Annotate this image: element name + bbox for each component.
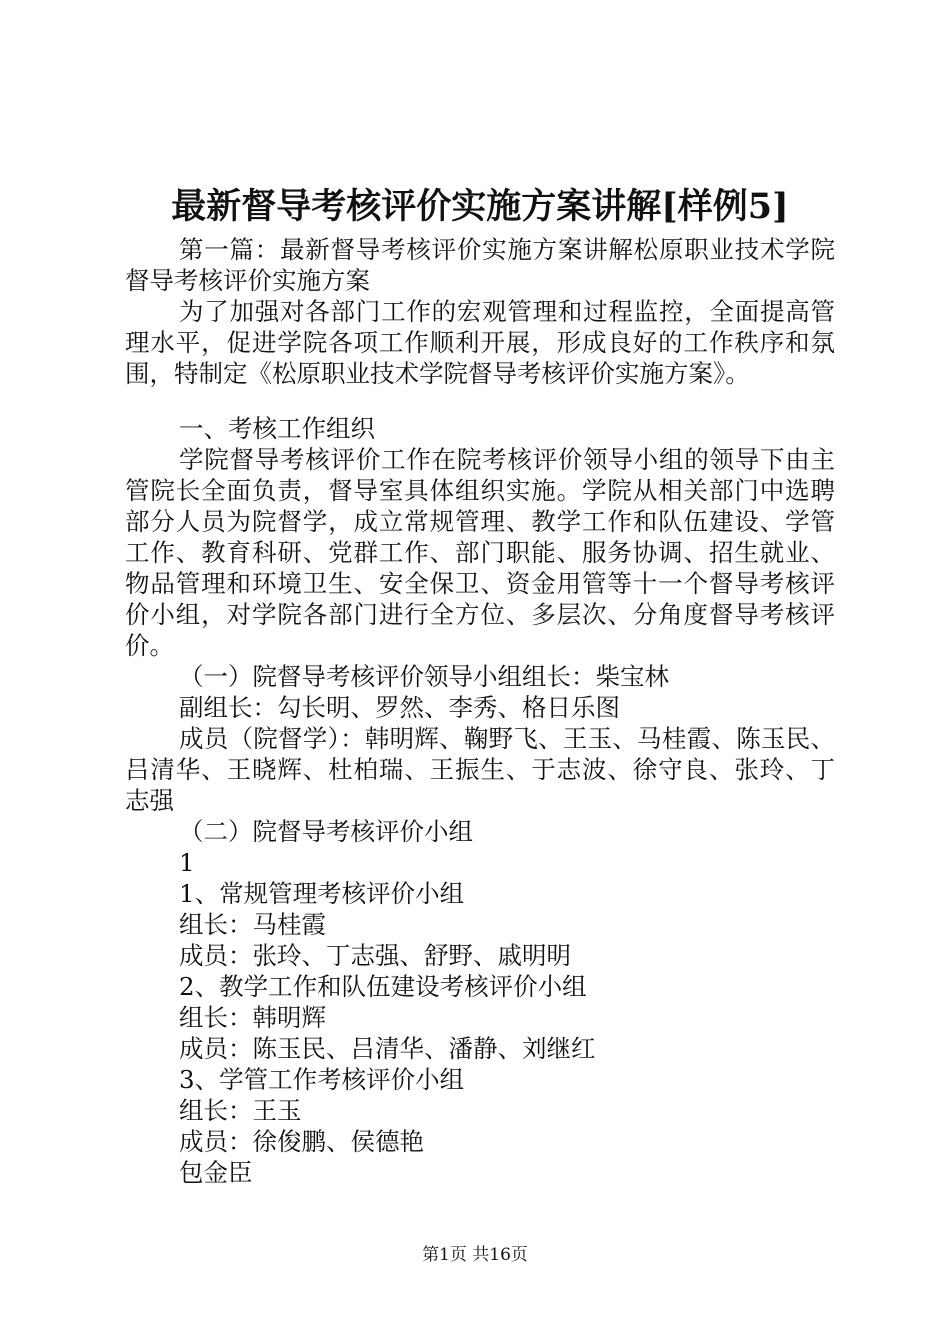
paragraph-group-2-members: 成员：陈玉民、吕清华、潘静、刘继红: [179, 1034, 596, 1063]
paragraph-group-1-members: 成员：张玲、丁志强、舒野、戚明明: [179, 941, 571, 970]
paragraph-number: 1: [179, 848, 195, 877]
paragraph-members: 成员（院督学）：韩明辉、鞠野飞、王玉、马桂霞、陈玉民、吕清华、王晓辉、杜柏瑞、王振生、于志波、徐守良、张玲、丁志强: [125, 724, 835, 815]
document-title: 最新督导考核评价实施方案讲解[样例5]: [171, 186, 789, 227]
paragraph-deputy-leaders: 副组长：勾长明、罗然、李秀、格日乐图: [179, 693, 620, 722]
document-page: [125, 180, 835, 1188]
page-footer: 第1页 共16页: [422, 1245, 528, 1265]
paragraph-extra-member: 包金臣: [179, 1158, 253, 1187]
paragraph-leader-group: （一）院督导考核评价领导小组组长：柴宝林: [179, 662, 669, 691]
paragraph-heading-organization: 一、考核工作组织: [179, 414, 375, 443]
paragraph-group-2-leader: 组长：韩明辉: [179, 1003, 326, 1032]
paragraph-intro: 为了加强对各部门工作的宏观管理和过程监控，全面提高管理水平，促进学院各项工作顺利开展，形成良好的工作秩序和氛围，特制定《松原职业技术学院督导考核评价实施方案》。: [125, 297, 835, 388]
paragraph-group-1: 1、常规管理考核评价小组: [179, 879, 465, 908]
paragraph-group-1-leader: 组长：马桂霞: [179, 910, 326, 939]
paragraph-group-3: 3、学管工作考核评价小组: [179, 1065, 465, 1094]
blank-line: [125, 389, 835, 413]
paragraph-organization-body: 学院督导考核评价工作在院考核评价领导小组的领导下由主管院长全面负责，督导室具体组织实施。学院从相关部门中选聘部分人员为院督学，成立常规管理、教学工作和队伍建设、学管工作、教育科研、党群工作、部门职能、服务协调、招生就业、物品管理和环境卫生、安全保卫、资金用管等十一个督导考核评价小组，对学院各部门进行全方位、多层次、分角度督导考核评价。: [125, 445, 835, 660]
paragraph-group-2: 2、教学工作和队伍建设考核评价小组: [179, 972, 587, 1001]
paragraph-group-3-leader: 组长：王玉: [179, 1096, 302, 1125]
paragraph-group-3-members: 成员：徐俊鹏、侯德艳: [179, 1127, 424, 1156]
paragraph-subgroups-heading: （二）院督导考核评价小组: [179, 817, 473, 846]
paragraph-section-heading: 第一篇：最新督导考核评价实施方案讲解松原职业技术学院督导考核评价实施方案: [125, 235, 835, 295]
